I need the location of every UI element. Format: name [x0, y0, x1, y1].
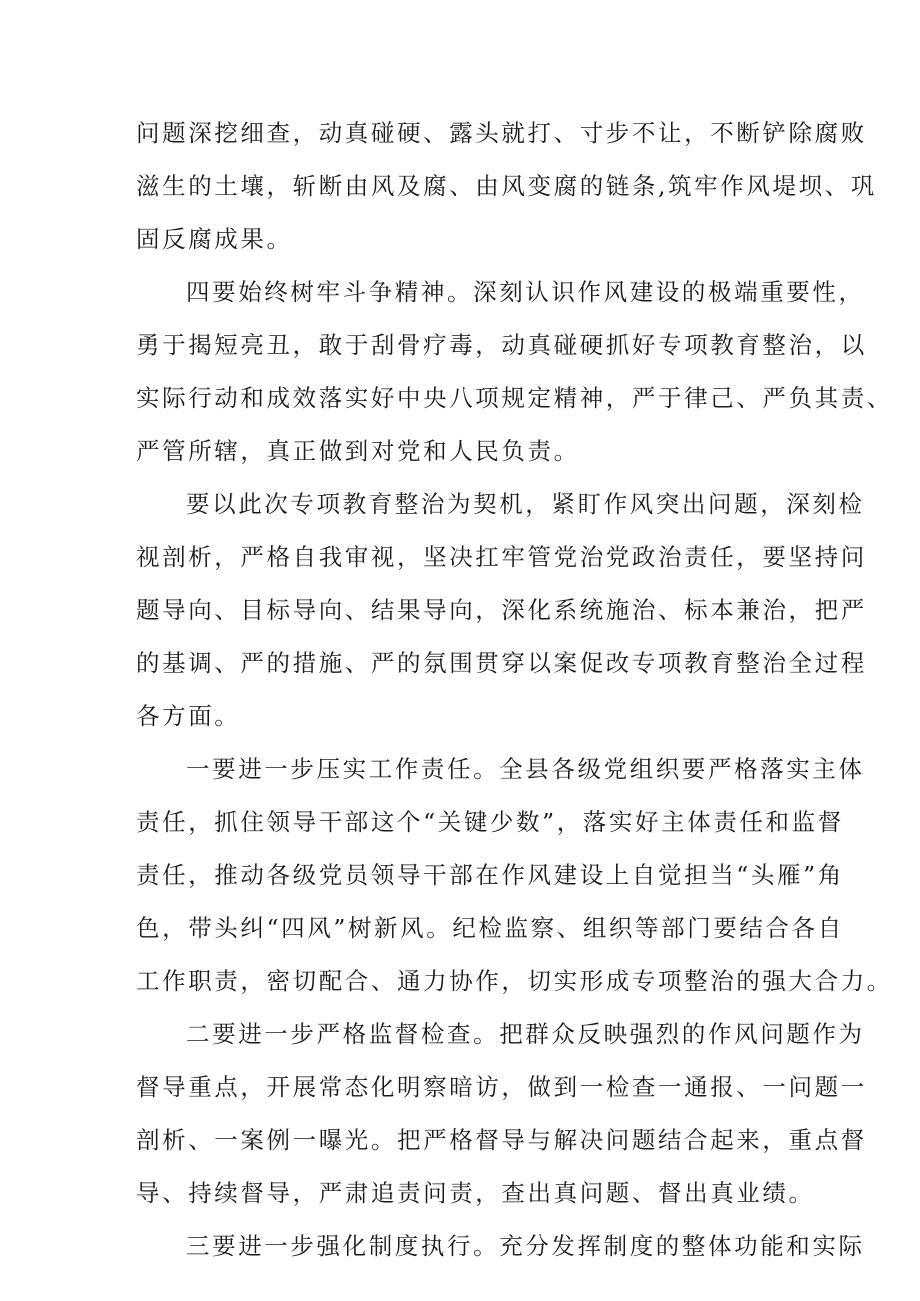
text-line: 视剖析，严格自我审视，坚决扛牢管党治党政治责任，要坚持问: [136, 543, 867, 571]
document-page: [136, 107, 893, 1273]
text-line: 实际行动和成效落实好中央八项规定精神，严于律己、严负其责、: [136, 384, 893, 412]
text-line: 滋生的土壤，斩断由风及腐、由风变腐的链条,筑牢作风堤坝、巩: [136, 172, 877, 200]
paragraph-4: [136, 743, 893, 1008]
paragraph-2: [136, 266, 893, 478]
text-line: 要以此次专项教育整治为契机，紧盯作风突出问题，深刻检: [186, 490, 865, 518]
paragraph-6: [136, 1220, 865, 1273]
text-line: 问题深挖细查，动真碰硬、露头就打、寸步不让，不断铲除腐败: [136, 119, 867, 147]
text-line: 责任，抓住领导干部这个“关键少数”，落实好主体责任和监督: [136, 808, 844, 836]
text-line: 工作职责，密切配合、通力协作，切实形成专项整治的强大合力。: [136, 967, 893, 995]
text-line: 严管所辖，真正做到对党和人民负责。: [136, 437, 580, 465]
paragraph-5: [136, 1008, 867, 1220]
paragraph-1: [136, 107, 877, 266]
text-line: 勇于揭短亮丑，敢于刮骨疗毒，动真碰硬抓好专项教育整治，以: [136, 331, 867, 359]
text-line: 三要进一步强化制度执行。充分发挥制度的整体功能和实际: [186, 1232, 865, 1260]
text-line: 一要进一步压实工作责任。全县各级党组织要严格落实主体: [186, 755, 865, 783]
text-line: 四要始终树牢斗争精神。深刻认识作风建设的极端重要性，: [186, 278, 865, 306]
text-line: 色，带头纠“四风”树新风。纪检监察、组织等部门要结合各自: [136, 914, 844, 942]
text-line: 的基调、严的措施、严的氛围贯穿以案促改专项教育整治全过程: [136, 649, 867, 677]
text-line: 剖析、一案例一曝光。把严格督导与解决问题结合起来，重点督: [136, 1126, 867, 1154]
text-line: 责任，推动各级党员领导干部在作风建设上自觉担当“头雁”角: [136, 861, 844, 889]
text-line: 督导重点，开展常态化明察暗访，做到一检查一通报、一问题一: [136, 1073, 867, 1101]
text-line: 二要进一步严格监督检查。把群众反映强烈的作风问题作为: [186, 1020, 865, 1048]
paragraph-3: [136, 478, 867, 743]
text-line: 题导向、目标导向、结果导向，深化系统施治、标本兼治，把严: [136, 596, 867, 624]
text-line: 各方面。: [136, 702, 241, 730]
text-line: 导、持续督导，严肃追责问责，查出真问题、督出真业绩。: [136, 1179, 815, 1207]
text-line: 固反腐成果。: [136, 225, 293, 253]
